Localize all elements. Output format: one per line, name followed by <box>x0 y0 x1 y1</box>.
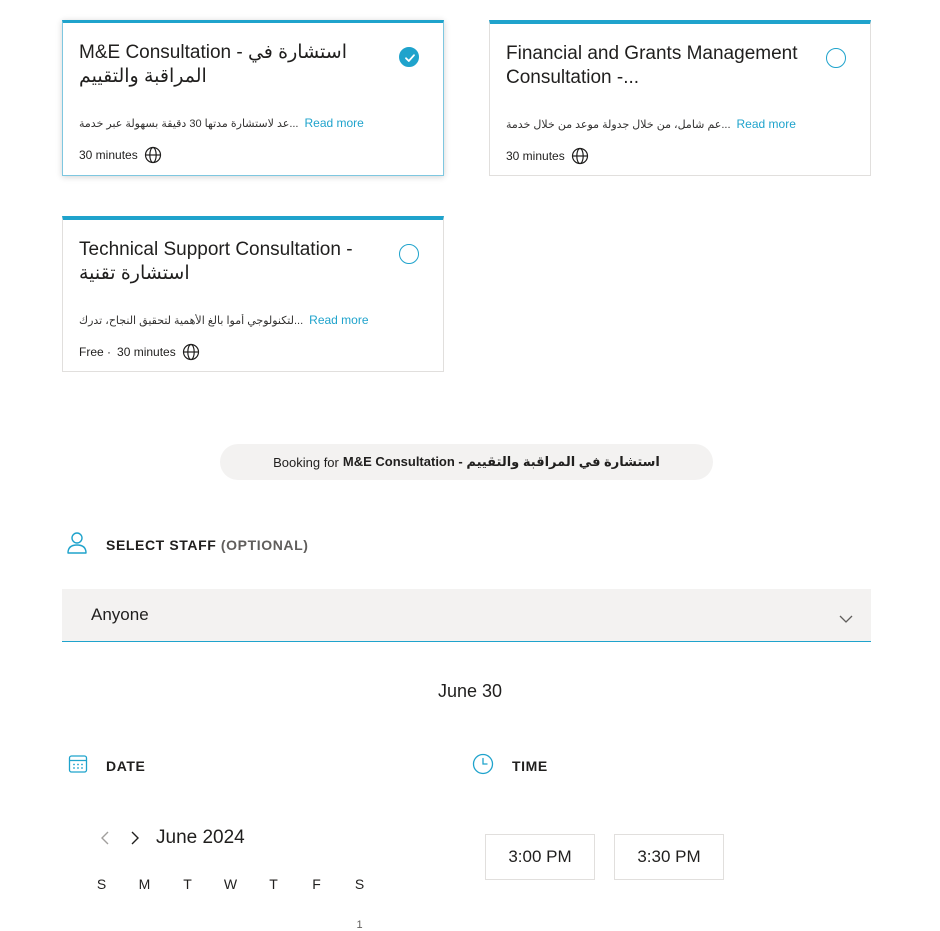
calendar-day <box>80 919 123 931</box>
select-staff-label: SELECT STAFF <box>106 536 217 553</box>
optional-label: (OPTIONAL) <box>220 536 309 553</box>
calendar-weekday-header <box>80 876 381 892</box>
service-card-me-consultation[interactable] <box>62 20 444 176</box>
service-duration: 30 minutes <box>79 148 138 162</box>
globe-icon <box>571 147 589 165</box>
calendar-navigation <box>90 826 245 850</box>
service-description: ...عد لاستشارة مدتها 30 دقيقة بسهولة عبر خدمة <box>79 117 299 130</box>
service-duration: 30 minutes <box>506 149 565 163</box>
calendar-day[interactable]: 1 <box>356 919 363 931</box>
booking-for-banner <box>220 444 713 480</box>
chevron-down-icon <box>839 609 853 629</box>
weekday-label: M <box>138 876 151 892</box>
select-staff-header <box>66 531 309 558</box>
unselected-radio-icon[interactable] <box>399 244 419 264</box>
weekday-label: F <box>312 876 321 892</box>
calendar-week-row <box>80 919 381 931</box>
service-meta <box>79 146 162 164</box>
service-description: ...عم شامل، من خلال جدولة موعد من خلال خدمة <box>506 118 731 131</box>
service-description-row <box>79 115 419 131</box>
time-section-label: TIME <box>512 757 548 774</box>
time-section-header <box>472 753 548 778</box>
next-month-icon[interactable] <box>120 826 150 850</box>
service-description: ...لتكنولوجي أموا بالغ الأهمية لتحقيق النجاح، تدرك <box>79 314 304 327</box>
time-slot-button[interactable]: 3:00 PM <box>485 834 595 880</box>
calendar-month-label: June 2024 <box>156 827 245 848</box>
weekday-label: T <box>183 876 192 892</box>
globe-icon <box>144 146 162 164</box>
date-section-header <box>68 754 145 777</box>
calendar-day <box>295 919 338 931</box>
calendar-icon <box>68 754 88 777</box>
calendar-day <box>252 919 295 931</box>
calendar-day <box>123 919 166 931</box>
selected-date-display: June 30 <box>437 681 503 701</box>
read-more-link[interactable]: Read more <box>736 117 796 131</box>
clock-icon <box>472 753 494 778</box>
time-slot-button[interactable]: 3:30 PM <box>614 834 724 880</box>
person-icon <box>66 531 88 558</box>
previous-month-icon[interactable] <box>90 826 120 850</box>
calendar-day <box>209 919 252 931</box>
booking-for-prefix: Booking for <box>273 454 339 470</box>
weekday-label: W <box>223 876 238 892</box>
selected-radio-icon[interactable] <box>399 47 419 67</box>
read-more-link[interactable]: Read more <box>309 313 369 327</box>
unselected-radio-icon[interactable] <box>826 48 846 68</box>
read-more-link[interactable]: Read more <box>304 116 364 130</box>
service-meta <box>506 147 589 165</box>
weekday-label: S <box>96 876 107 892</box>
service-price: Free · <box>79 345 112 359</box>
weekday-label: S <box>354 876 365 892</box>
globe-icon <box>182 343 200 361</box>
date-section-label: DATE <box>106 757 146 774</box>
service-title: M&E Consultation - استشارة في المراقبة والتقييم <box>79 42 347 87</box>
service-description-row <box>506 116 846 132</box>
service-meta <box>79 343 200 361</box>
service-card-technical-support[interactable] <box>62 216 444 372</box>
service-title: Technical Support Consultation - استشارة تقنية <box>79 239 353 284</box>
booking-for-service: M&E Consultation - استشارة في المراقبة والتقييم <box>342 454 660 469</box>
service-description-row <box>79 312 419 328</box>
calendar-day <box>166 919 209 931</box>
service-title: Financial and Grants Management Consultation -... <box>506 43 798 88</box>
staff-dropdown-value: Anyone <box>91 605 149 624</box>
service-duration: 30 minutes <box>117 345 176 359</box>
staff-dropdown[interactable] <box>62 589 871 642</box>
weekday-label: T <box>269 876 278 892</box>
service-card-financial-grants[interactable] <box>489 20 871 176</box>
